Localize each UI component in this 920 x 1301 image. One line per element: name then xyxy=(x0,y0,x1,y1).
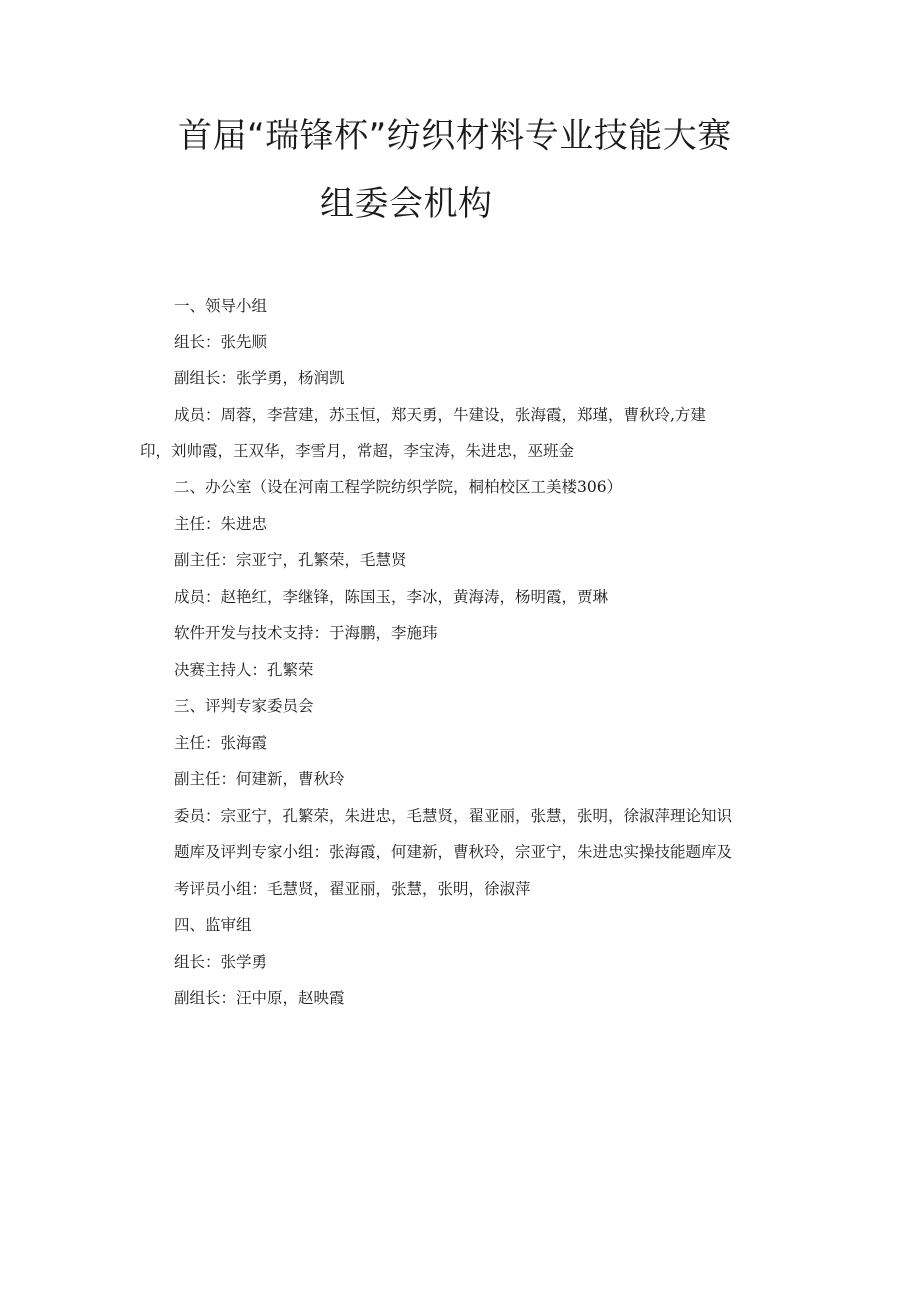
section-heading-judges: 三、评判专家委员会 xyxy=(174,697,314,715)
judges-members: 委员：宗亚宁，孔繁荣，朱进忠，毛慧贤，翟亚丽，张慧，张明，徐淑萍理论知识 xyxy=(174,807,733,825)
leadership-deputy: 副组长：张学勇，杨润凯 xyxy=(174,369,345,387)
audit-leader: 组长：张学勇 xyxy=(174,953,268,971)
judges-director: 主任：张海霞 xyxy=(174,734,268,752)
section-heading-audit: 四、监审组 xyxy=(174,916,252,934)
leadership-leader: 组长：张先顺 xyxy=(174,333,268,351)
judges-members-cont-2: 考评员小组：毛慧贤，翟亚丽，张慧，张明，徐淑萍 xyxy=(174,880,531,898)
office-deputy-director: 副主任：宗亚宁，孔繁荣，毛慧贤 xyxy=(174,551,407,569)
section-heading-office: 二、办公室（设在河南工程学院纺织学院，桐柏校区工美楼306） xyxy=(174,478,623,496)
office-director: 主任：朱进忠 xyxy=(174,515,268,533)
leadership-members-cont: 印，刘帅霞，王双华，李雪月，常超，李宝涛，朱进忠，巫班金 xyxy=(140,442,575,460)
section-heading-leadership: 一、领导小组 xyxy=(174,297,268,315)
audit-deputy: 副组长：汪中原，赵映霞 xyxy=(174,989,345,1007)
office-software-support: 软件开发与技术支持：于海鹏，李施玮 xyxy=(174,624,438,642)
document-title-line-1: 首届“瑞锋杯”纺织材料专业技能大赛 xyxy=(178,116,732,156)
document-title-line-2: 组委会机构 xyxy=(320,184,493,224)
office-final-host: 决赛主持人：孔繁荣 xyxy=(174,661,314,679)
office-members: 成员：赵艳红，李继锋，陈国玉，李冰，黄海涛，杨明霞，贾琳 xyxy=(174,588,609,606)
judges-members-cont-1: 题库及评判专家小组：张海霞，何建新，曹秋玲，宗亚宁，朱进忠实操技能题库及 xyxy=(174,843,733,861)
judges-deputy-director: 副主任：何建新，曹秋玲 xyxy=(174,770,345,788)
leadership-members: 成员：周蓉，李营建，苏玉恒，郑天勇，牛建设，张海霞，郑瑾，曹秋玲,方建 xyxy=(174,406,706,424)
